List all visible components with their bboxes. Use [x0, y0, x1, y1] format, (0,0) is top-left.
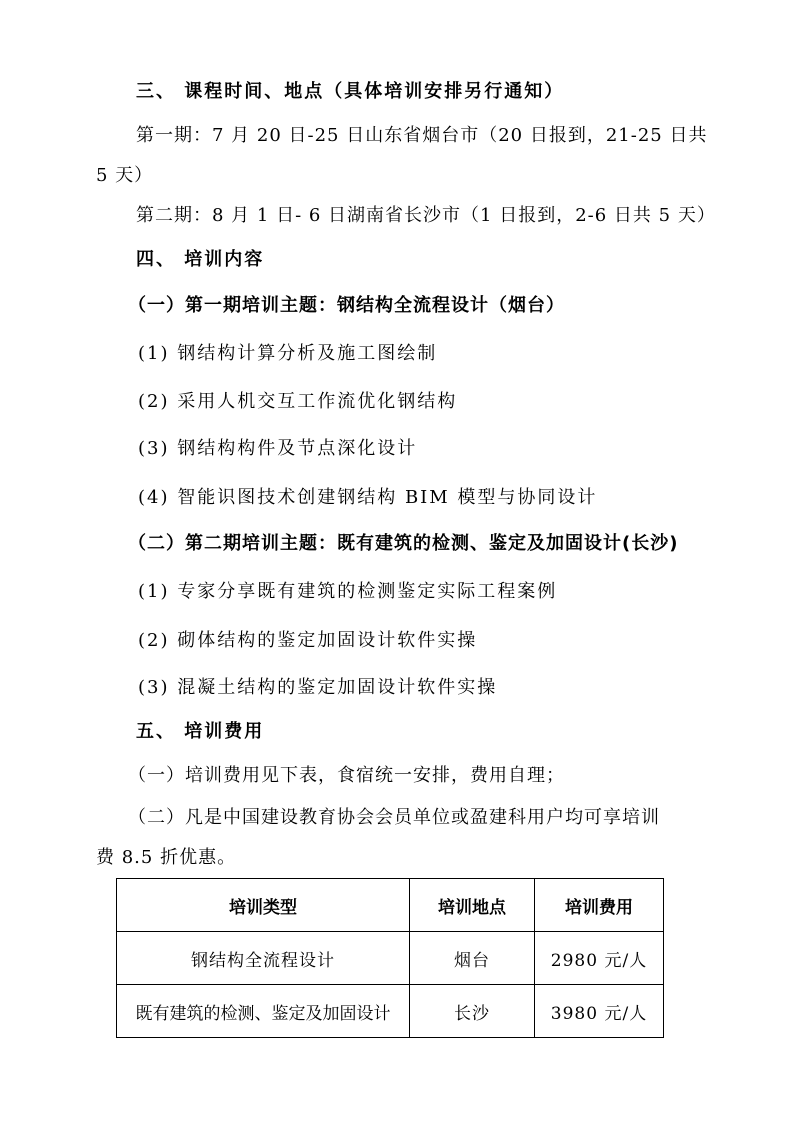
sub1-item-3: (3) 钢结构构件及节点深化设计 [138, 438, 418, 459]
fee-table [116, 878, 664, 1038]
sub2-heading: （二）第二期培训主题：既有建筑的检测、鉴定及加固设计(长沙) [128, 533, 679, 554]
cell-type: 既有建筑的检测、鉴定及加固设计 [117, 985, 410, 1038]
sub2-item-2: (2) 砌体结构的鉴定加固设计软件实操 [138, 630, 478, 651]
sub2-item-1: (1) 专家分享既有建筑的检测鉴定实际工程案例 [138, 581, 558, 602]
cell-location: 长沙 [410, 985, 535, 1038]
period1-line2: 5 天） [96, 165, 154, 186]
table-row [117, 932, 664, 985]
fee-paragraph-2-line2: 费 8.5 折优惠。 [96, 847, 237, 868]
period2-line: 第二期：8 月 1 日- 6 日湖南省长沙市（1 日报到，2-6 日共 5 天） [136, 205, 716, 226]
table-header-row [117, 879, 664, 932]
table-row [117, 985, 664, 1038]
header-fee: 培训费用 [535, 879, 664, 932]
cell-type: 钢结构全流程设计 [117, 932, 410, 985]
sub1-item-2: (2) 采用人机交互工作流优化钢结构 [138, 391, 458, 412]
sub1-item-4: (4) 智能识图技术创建钢结构 BIM 模型与协同设计 [138, 487, 598, 508]
header-location: 培训地点 [410, 879, 535, 932]
section3-heading: 三、 课程时间、地点（具体培训安排另行通知） [136, 81, 565, 102]
cell-fee: 2980 元/人 [535, 932, 664, 985]
section4-heading: 四、 培训内容 [136, 249, 265, 270]
header-type: 培训类型 [117, 879, 410, 932]
period1-line1: 第一期：7 月 20 日-25 日山东省烟台市（20 日报到，21-25 日共 [136, 125, 708, 146]
cell-location: 烟台 [410, 932, 535, 985]
section5-heading: 五、 培训费用 [136, 721, 265, 742]
sub2-item-3: (3) 混凝土结构的鉴定加固设计软件实操 [138, 677, 498, 698]
fee-paragraph-2-line1: （二）凡是中国建设教育协会会员单位或盈建科用户均可享培训 [128, 807, 660, 828]
cell-fee: 3980 元/人 [535, 985, 664, 1038]
sub1-heading: （一）第一期培训主题：钢结构全流程设计（烟台） [128, 295, 565, 316]
fee-paragraph-1: （一）培训费用见下表，食宿统一安排，费用自理； [128, 765, 565, 786]
sub1-item-1: (1) 钢结构计算分析及施工图绘制 [138, 343, 438, 364]
